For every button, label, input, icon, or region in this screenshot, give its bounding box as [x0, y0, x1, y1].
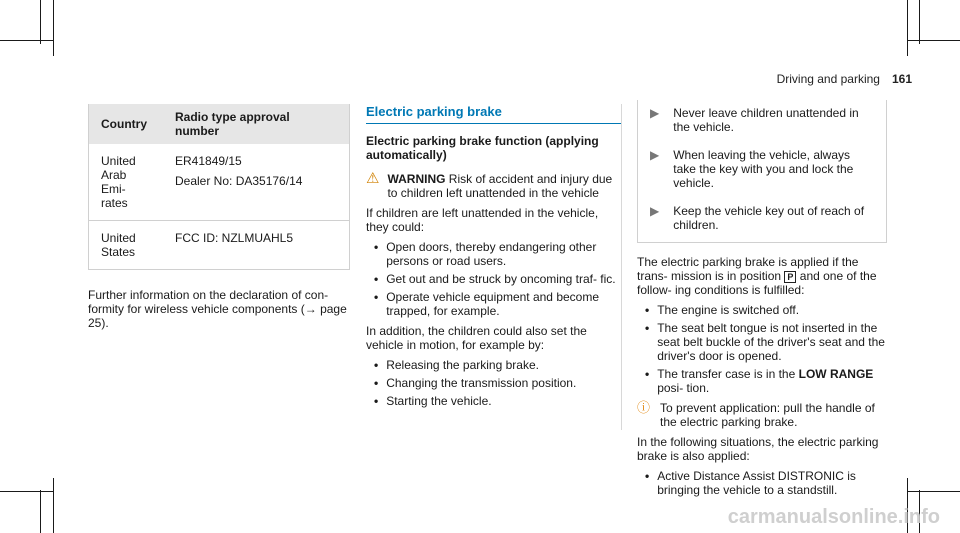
- warning-text: Risk of accident and injury due to children left unattended in the vehicle: [387, 172, 613, 200]
- tip-text: To prevent application: pull the handle of the electric parking brake.: [660, 401, 875, 429]
- table-row: [89, 144, 349, 221]
- arrow-right-icon: ▶: [650, 204, 660, 218]
- approval-cell: [163, 144, 349, 221]
- condition-list: [637, 303, 887, 395]
- subsection-title: Electric parking brake function (applying automatically): [366, 134, 599, 162]
- warning-message: [387, 172, 621, 200]
- approval-cell: [163, 221, 349, 270]
- crop-mark: [53, 0, 54, 56]
- motion-list: [366, 358, 621, 408]
- applied-text: [637, 255, 887, 297]
- crop-mark: [53, 478, 54, 533]
- page-header: [777, 72, 912, 86]
- action-text: Never leave children unattended in the vehicle.: [673, 106, 859, 134]
- conformity-text: Further information on the declaration of con- formity for wireless vehicle components (→ page 25).: [88, 288, 347, 330]
- transfer-range: LOW RANGE: [798, 367, 874, 381]
- list-item-text: [657, 367, 887, 395]
- following-text: In the following situations, the electric parking brake is also applied:: [637, 435, 879, 463]
- action-text: When leaving the vehicle, always take the key with you and lock the vehicle.: [673, 148, 854, 190]
- list-item-text: Changing the transmission position.: [386, 376, 577, 390]
- approval-line: FCC ID: NZLMUAHL5: [175, 231, 294, 245]
- crop-mark: [907, 0, 908, 56]
- arrow-right-icon: ▶: [650, 148, 660, 162]
- action-item: [650, 148, 874, 190]
- column-left: [88, 104, 350, 330]
- country-cell: United States: [89, 221, 163, 270]
- list-item-text: Open doors, thereby endangering other persons or road users.: [386, 240, 597, 268]
- action-text: Keep the vehicle key out of reach of children.: [673, 204, 865, 232]
- section-title: Electric parking brake: [366, 104, 621, 124]
- crop-mark: [907, 491, 960, 492]
- applied-text-start: The electric parking brake is applied if the trans- mission is in position: [637, 255, 859, 283]
- table-header: [89, 104, 349, 144]
- section-name: Driving and parking: [776, 72, 880, 86]
- list-item-text: The engine is switched off.: [657, 303, 800, 317]
- country-cell: United Arab Emi- rates: [89, 144, 163, 221]
- list-item: • Changing the transmission position.: [374, 376, 577, 390]
- list-item-text: Active Distance Assist DISTRONIC is bringing the vehicle to a standstill.: [657, 469, 856, 497]
- transfer-text-start: The transfer case is in the: [657, 367, 796, 381]
- crop-mark: [0, 491, 54, 492]
- arrow-right-icon: ▶: [650, 106, 660, 120]
- column-header-country: Country: [89, 104, 163, 144]
- country-table-frame: [88, 104, 350, 270]
- transfer-text-end: posi- tion.: [657, 381, 710, 395]
- risk-list: [366, 240, 621, 318]
- list-item: • The transfer case is in the LOW RANGE posi- tion.: [637, 367, 887, 395]
- column-header-approval: Radio type approval number: [163, 104, 349, 144]
- country-table: [89, 104, 349, 270]
- list-item: • Starting the vehicle.: [374, 394, 492, 408]
- crop-mark: [40, 490, 41, 533]
- motion-intro: In addition, the children could also set the vehicle in motion, for example by:: [366, 324, 587, 352]
- list-item: • Open doors, thereby endangering other persons or road users.: [366, 240, 621, 268]
- action-box: [637, 100, 887, 243]
- crop-mark: [919, 0, 920, 44]
- warning-icon: ⚠: [366, 170, 380, 187]
- approval-line: Dealer No: DA35176/14: [175, 174, 303, 188]
- list-item: • The engine is switched off.: [645, 303, 800, 317]
- tip-note: [637, 401, 887, 429]
- list-item-text: Releasing the parking brake.: [386, 358, 539, 372]
- action-item: [650, 106, 874, 134]
- list-item-text: Get out and be struck by oncoming traf- fic.: [386, 272, 616, 286]
- warning-label: WARNING: [387, 172, 446, 186]
- action-item: [650, 204, 874, 232]
- info-icon: ⓘ: [637, 400, 651, 415]
- page-number: 161: [891, 72, 912, 86]
- list-item-text: The seat belt tongue is not inserted in the seat belt buckle of the driver's seat and the driver's door is opened.: [657, 321, 885, 363]
- list-item-text: Starting the vehicle.: [386, 394, 492, 408]
- crop-mark: [40, 0, 41, 44]
- watermark: carmanualsonline.info: [727, 506, 940, 528]
- crop-mark: [0, 40, 54, 41]
- warning-block: [366, 172, 621, 408]
- list-item: • Releasing the parking brake.: [374, 358, 539, 372]
- list-item: • Operate vehicle equipment and become trapped, for example.: [366, 290, 621, 318]
- approval-line: ER41849/15: [175, 154, 242, 168]
- list-item: • Active Distance Assist DISTRONIC is bringing the vehicle to a standstill.: [637, 469, 887, 497]
- table-row: [89, 221, 349, 270]
- warning-intro: If children are left unattended in the vehicle, they could:: [366, 206, 599, 234]
- list-item-text: Operate vehicle equipment and become trapped, for example.: [386, 290, 600, 318]
- park-position-icon: P: [784, 271, 796, 283]
- applied-text-end: and one of the follow- ing conditions is fulfilled:: [637, 269, 877, 297]
- column-right: [637, 100, 887, 501]
- crop-mark: [907, 40, 960, 41]
- column-middle: [366, 104, 622, 430]
- list-item: • Get out and be struck by oncoming traf- fic.: [374, 272, 616, 286]
- list-item: • The seat belt tongue is not inserted in the seat belt buckle of the driver's seat and the driver's door is opened.: [637, 321, 887, 363]
- situation-list: [637, 469, 887, 497]
